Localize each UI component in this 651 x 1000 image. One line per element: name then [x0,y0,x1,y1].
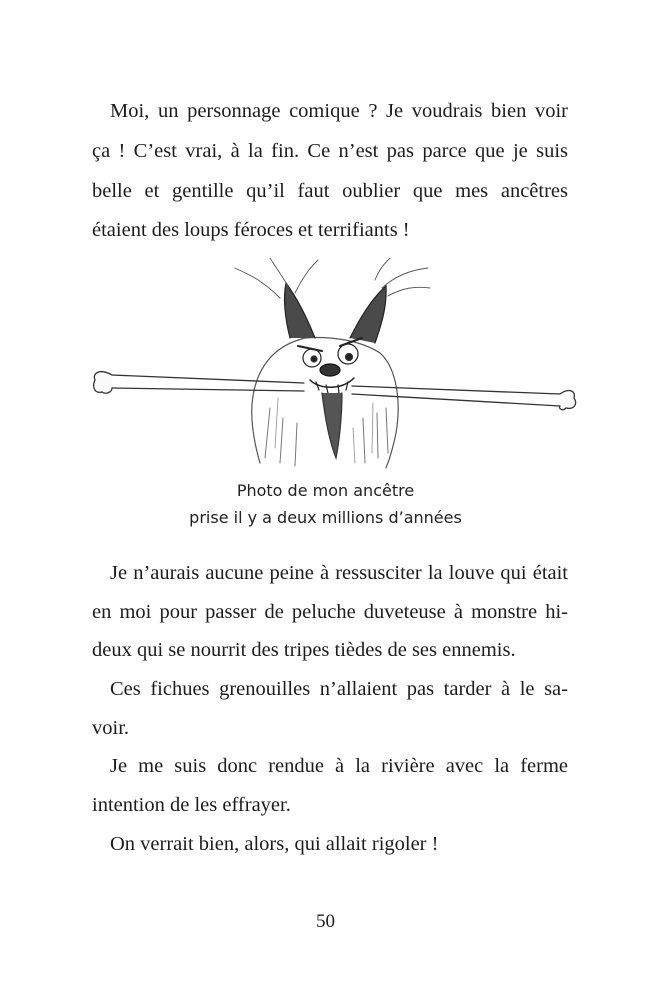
paragraph-2-line-1: Je n’aurais aucune peine à ressusciter la louve qui était [110,562,568,584]
illustration-caption-line-2: prise il y a deux millions d’années [189,508,462,527]
paragraph-3-line-2: voir. [92,717,130,739]
paragraph-1-line-3: belle et gentille qu’il faut oublier que mes ancêtres [92,180,568,202]
paragraph-1-line-4: étaient des loups féroces et terrifiants ! [92,219,410,241]
paragraph-1-line-2: ça ! C’est vrai, à la fin. Ce n’est pas parce que je suis [92,140,568,162]
paragraph-4-line-2: intention de les effrayer. [92,794,291,816]
wolf-with-bone-illustration [90,258,580,473]
paragraph-2-line-2: en moi pour passer de peluche duveteuse à monstre hi- [92,601,568,623]
page-number: 50 [316,911,335,932]
paragraph-3-line-1: Ces fichues grenouilles n’allaient pas tarder à le sa- [110,678,568,700]
illustration-caption-line-1: Photo de mon ancêtre [236,481,415,500]
paragraph-2-line-3: deux qui se nourrit des tripes tièdes de ses ennemis. [92,639,516,661]
paragraph-4-line-1: Je me suis donc rendue à la rivière avec la ferme [110,755,568,777]
paragraph-1-line-1: Moi, un personnage comique ? Je voudrais bien voir [110,100,568,122]
paragraph-5-line-1: On verrait bien, alors, qui allait rigoler ! [110,833,439,855]
